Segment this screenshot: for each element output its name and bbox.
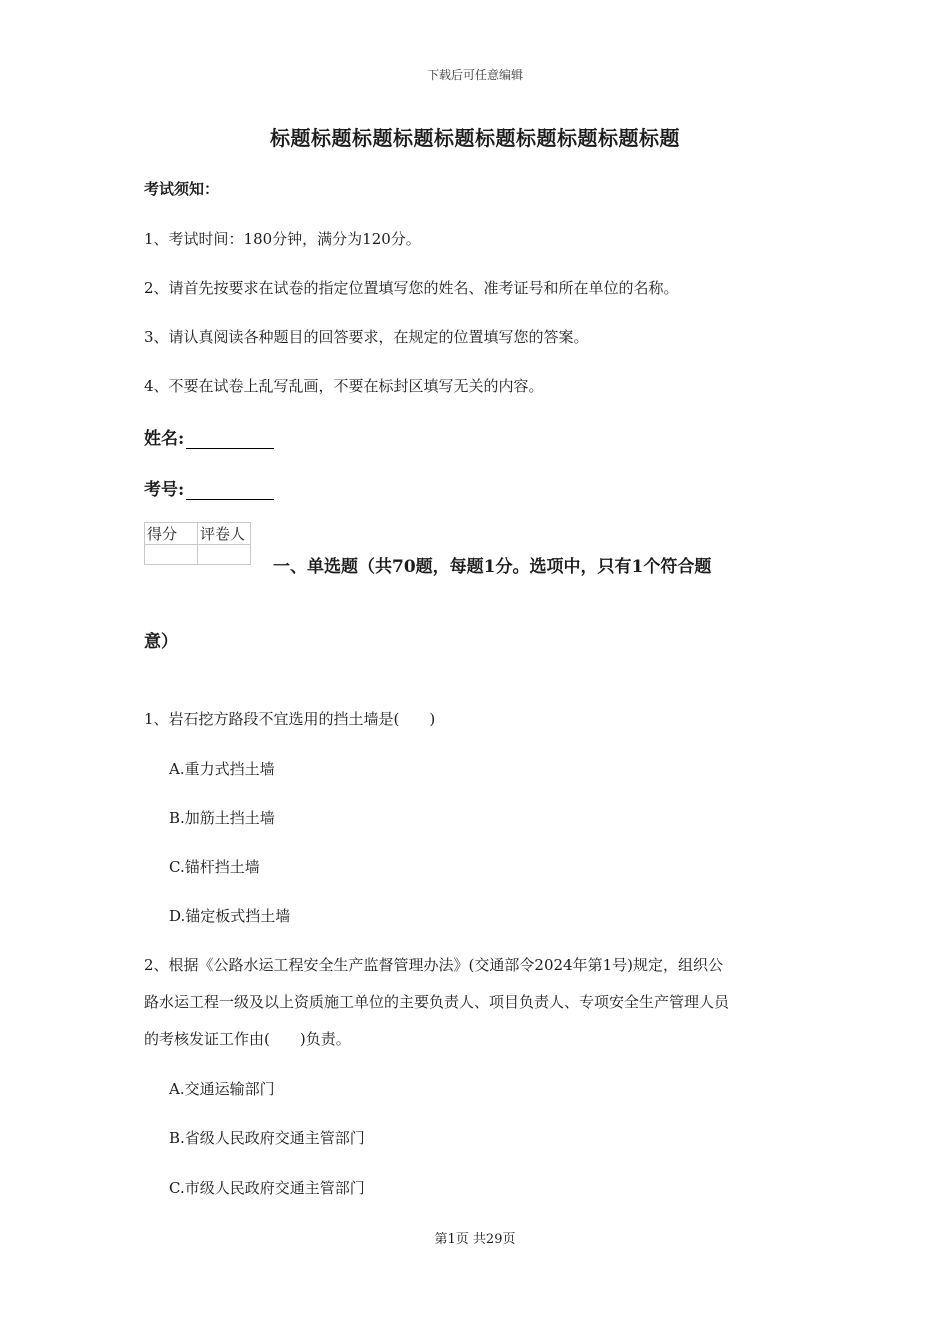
exam-id-label: 考号: <box>144 480 185 500</box>
option-b: B.加筋土挡土墙 <box>169 809 275 827</box>
name-field <box>144 424 274 449</box>
score-cell[interactable] <box>145 545 198 565</box>
grader-cell[interactable] <box>198 545 251 565</box>
page-footer: 第1页 共29页 <box>434 1232 516 1247</box>
notice-heading: 考试须知： <box>144 180 220 198</box>
name-label: 姓名: <box>144 429 185 449</box>
notice-item: 4、不要在试卷上乱写乱画，不要在标封区填写无关的内容。 <box>144 377 544 395</box>
exam-id-blank[interactable] <box>186 481 274 500</box>
question-text: 的考核发证工作由( )负责。 <box>144 1030 351 1048</box>
option-c: C.锚杆挡土墙 <box>169 858 260 876</box>
document-title: 标题标题标题标题标题标题标题标题标题标题 <box>270 126 680 150</box>
option-d: D.锚定板式挡土墙 <box>169 907 291 925</box>
header-note: 下载后可任意编辑 <box>426 68 523 82</box>
notice-item: 1、考试时间：180分钟，满分为120分。 <box>144 230 421 248</box>
section-heading: 一、单选题（共70题，每题1分。选项中，只有1个符合题 <box>273 557 712 577</box>
question-text: 路水运工程一级及以上资质施工单位的主要负责人、项目负责人、专项安全生产管理人员 <box>144 993 730 1011</box>
option-a: A.重力式挡土墙 <box>169 760 275 778</box>
name-blank[interactable] <box>186 430 274 449</box>
exam-id-field <box>144 475 274 500</box>
notice-item: 3、请认真阅读各种题目的回答要求，在规定的位置填写您的答案。 <box>144 328 589 346</box>
section-heading-continued: 意） <box>144 632 178 652</box>
question-text: 1、岩石挖方路段不宜选用的挡土墙是( ) <box>144 710 436 728</box>
score-table <box>144 522 251 565</box>
grader-header: 评卷人 <box>198 523 251 545</box>
score-header: 得分 <box>145 523 198 545</box>
question-text: 2、根据《公路水运工程安全生产监督管理办法》(交通部令2024年第1号)规定，组织公 <box>144 956 723 974</box>
option-a: A.交通运输部门 <box>169 1080 275 1098</box>
notice-item: 2、请首先按要求在试卷的指定位置填写您的姓名、准考证号和所在单位的名称。 <box>144 279 679 297</box>
option-b: B.省级人民政府交通主管部门 <box>169 1129 365 1147</box>
option-c: C.市级人民政府交通主管部门 <box>169 1179 365 1197</box>
